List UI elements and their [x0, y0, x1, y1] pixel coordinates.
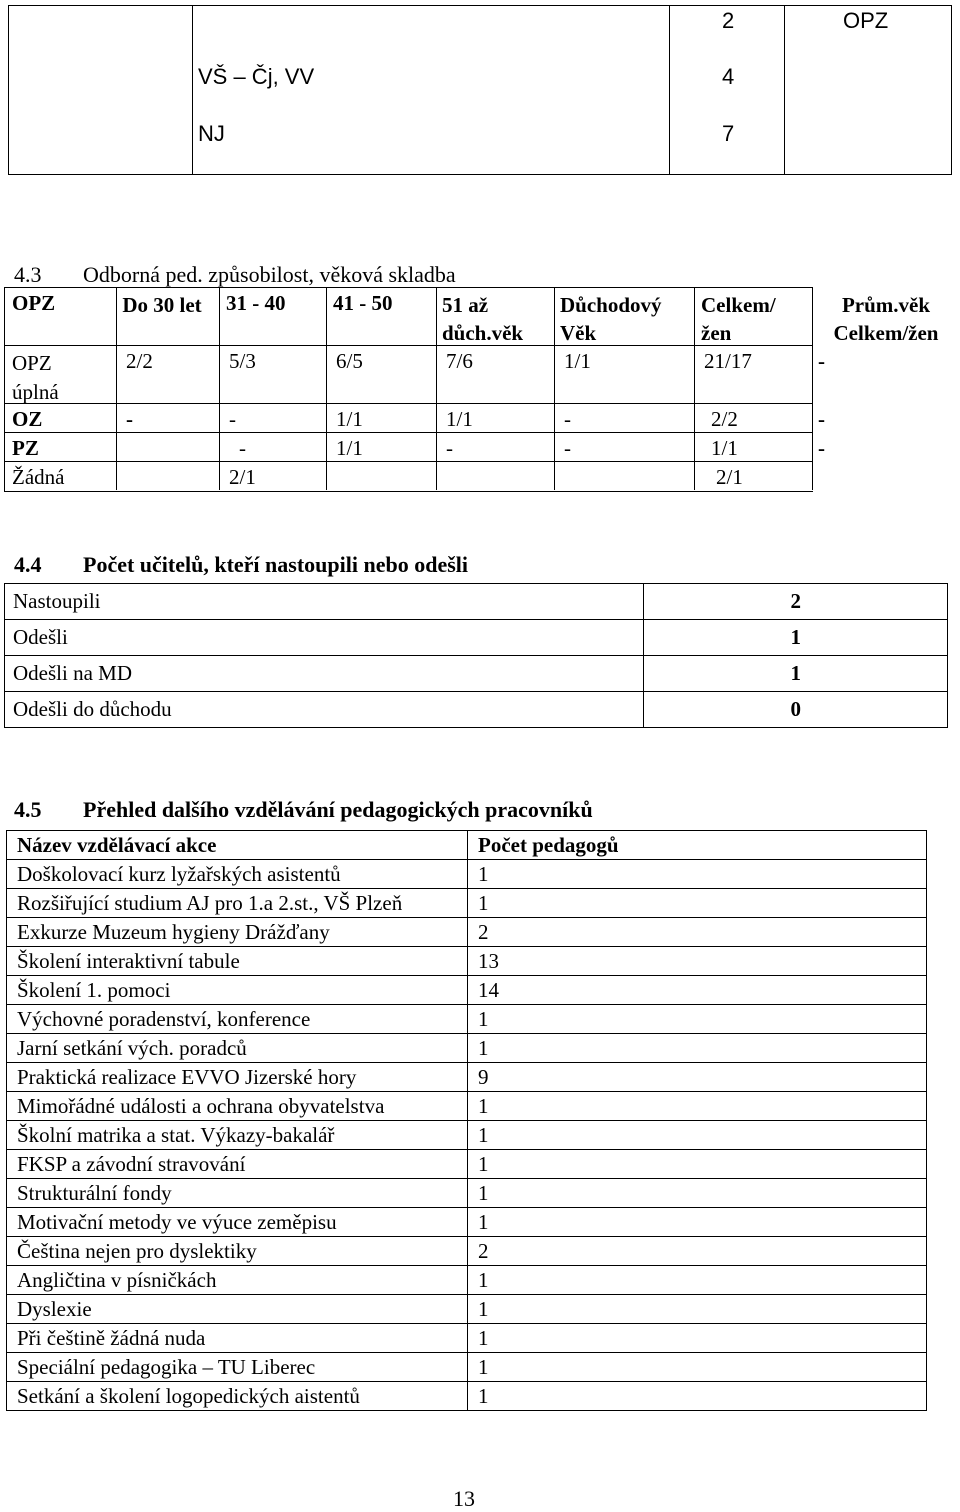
table-row — [5, 620, 948, 656]
section-heading-4-3: 4.3 Odborná ped. způsobilost, věková skladba — [14, 262, 456, 287]
table-row — [7, 889, 927, 918]
qualification-table — [4, 287, 950, 487]
qual-header: Do 30 let — [122, 293, 202, 317]
table-row — [7, 1237, 927, 1266]
teach-label: Odešli na MD — [5, 656, 644, 692]
qual-cell: 5/3 — [229, 349, 256, 373]
qual-cell: - — [126, 407, 133, 431]
teach-value: 1 — [644, 620, 948, 656]
edu-count: 1 — [468, 1208, 927, 1237]
edu-name: Čeština nejen pro dyslektiky — [7, 1237, 468, 1266]
teach-label: Odešli — [5, 620, 644, 656]
edu-count: 1 — [468, 1324, 927, 1353]
qual-cell: 2/1 — [716, 465, 743, 489]
qual-cell: 7/6 — [446, 349, 473, 373]
edu-count: 2 — [468, 918, 927, 947]
qual-header: 51 až důch.věk — [442, 293, 524, 345]
edu-count: 1 — [468, 1266, 927, 1295]
edu-name: Dyslexie — [7, 1295, 468, 1324]
section-heading-4-4: 4.4 Počet učitelů, kteří nastoupili nebo odešli — [14, 552, 468, 577]
edu-name: Výchovné poradenství, konference — [7, 1005, 468, 1034]
section-heading-4-5: 4.5 Přehled dalšího vzdělávání pedagogických pracovníků — [14, 797, 593, 822]
edu-count: 1 — [468, 1179, 927, 1208]
qual-cell: 1/1 — [564, 349, 591, 373]
teach-value: 0 — [644, 692, 948, 728]
table-row — [7, 1208, 927, 1237]
edu-name: Mimořádné události a ochrana obyvatelstva — [7, 1092, 468, 1121]
edu-count: 1 — [468, 1150, 927, 1179]
qual-header: Důchodový Věk — [560, 293, 662, 345]
edu-name: Praktická realizace EVVO Jizerské hory — [7, 1063, 468, 1092]
qual-header: 31 - 40 — [226, 291, 286, 315]
table-header-row — [7, 831, 927, 860]
qual-cell: 21/17 — [704, 349, 752, 373]
table-row — [5, 656, 948, 692]
table-row — [7, 947, 927, 976]
qual-cell: 1/1 — [336, 407, 363, 431]
teach-value: 2 — [644, 584, 948, 620]
edu-count: 2 — [468, 1237, 927, 1266]
table-row — [7, 1092, 927, 1121]
edu-name: Setkání a školení logopedických aistentů — [7, 1382, 468, 1411]
top-table — [8, 5, 952, 175]
col-header-count: Počet pedagogů — [468, 831, 927, 860]
top-qual-line: OPZ — [843, 8, 889, 33]
edu-count: 1 — [468, 1353, 927, 1382]
qual-cell: 1/1 — [336, 436, 363, 460]
qual-header: OPZ — [12, 291, 56, 315]
top-cell-subjects — [193, 6, 670, 175]
edu-count: 1 — [468, 1121, 927, 1150]
edu-count: 9 — [468, 1063, 927, 1092]
edu-count: 1 — [468, 1295, 927, 1324]
teach-label: Odešli do důchodu — [5, 692, 644, 728]
edu-name: Doškolovací kurz lyžařských asistentů — [7, 860, 468, 889]
qual-cell: 1/1 — [446, 407, 473, 431]
edu-count: 1 — [468, 1005, 927, 1034]
edu-name: Při češtině žádná nuda — [7, 1324, 468, 1353]
table-row — [7, 1266, 927, 1295]
table-row — [7, 1034, 927, 1063]
edu-count: 1 — [468, 1034, 927, 1063]
edu-name: Motivační metody ve výuce zeměpisu — [7, 1208, 468, 1237]
table-row — [7, 1005, 927, 1034]
edu-name: Strukturální fondy — [7, 1179, 468, 1208]
qual-header: Celkem/ žen — [701, 293, 776, 345]
qual-row-label: Žádná — [12, 465, 65, 489]
teach-label: Nastoupili — [5, 584, 644, 620]
table-row — [5, 584, 948, 620]
edu-name: Rozšiřující studium AJ pro 1.a 2.st., VŠ Plzeň — [7, 889, 468, 918]
qual-header: 41 - 50 — [333, 291, 393, 315]
edu-name: Speciální pedagogika – TU Liberec — [7, 1353, 468, 1382]
table-row — [7, 1063, 927, 1092]
edu-count: 1 — [468, 860, 927, 889]
qual-cell: 2/1 — [229, 465, 256, 489]
edu-name: FKSP a závodní stravování — [7, 1150, 468, 1179]
edu-count: 13 — [468, 947, 927, 976]
table-row — [7, 1121, 927, 1150]
qual-cell: 6/5 — [336, 349, 363, 373]
top-empty-cell — [9, 6, 193, 175]
table-row — [7, 1324, 927, 1353]
qual-cell: 2/2 — [711, 407, 738, 431]
qual-cell: - — [446, 436, 453, 460]
col-header-name: Název vzdělávací akce — [7, 831, 468, 860]
qual-cell: - — [229, 407, 236, 431]
qual-row-label: OZ — [12, 407, 43, 431]
edu-name: Školení interaktivní tabule — [7, 947, 468, 976]
teach-value: 1 — [644, 656, 948, 692]
top-subject-line: NJ — [198, 121, 225, 146]
table-row — [5, 692, 948, 728]
edu-name: Angličtina v písničkách — [7, 1266, 468, 1295]
table-row — [7, 918, 927, 947]
edu-count: 1 — [468, 1382, 927, 1411]
edu-name: Jarní setkání vých. poradců — [7, 1034, 468, 1063]
edu-count: 1 — [468, 889, 927, 918]
top-count-line: 4 — [722, 64, 735, 89]
table-row — [7, 860, 927, 889]
qual-cell: - — [818, 407, 825, 431]
edu-count: 1 — [468, 1092, 927, 1121]
qual-cell: - — [818, 436, 825, 460]
table-row — [7, 976, 927, 1005]
table-row — [7, 1353, 927, 1382]
top-cell-counts — [670, 6, 785, 175]
qual-cell: - — [564, 436, 571, 460]
qual-row-label: PZ — [12, 436, 39, 460]
table-row — [7, 1179, 927, 1208]
education-table — [6, 830, 927, 1411]
top-count-line: 7 — [722, 121, 735, 146]
qual-cell: - — [818, 349, 825, 373]
teachers-table — [4, 583, 948, 728]
top-subject-line: VŠ – Čj, VV — [198, 64, 315, 89]
table-row — [7, 1382, 927, 1411]
top-cell-qual — [785, 6, 952, 175]
qual-cell: - — [564, 407, 571, 431]
table-row — [7, 1295, 927, 1324]
qual-cell: 1/1 — [711, 436, 738, 460]
qual-header: Prům.věk Celkem/žen — [833, 293, 939, 345]
top-count-line: 2 — [722, 8, 735, 33]
edu-name: Školní matrika a stat. Výkazy-bakalář — [7, 1121, 468, 1150]
edu-name: Exkurze Muzeum hygieny Drážďany — [7, 918, 468, 947]
page-number: 13 — [453, 1486, 475, 1511]
table-row — [7, 1150, 927, 1179]
qual-cell: - — [239, 436, 246, 460]
edu-count: 14 — [468, 976, 927, 1005]
qual-cell: 2/2 — [126, 349, 153, 373]
qual-row-label: OPZ úplná — [12, 351, 59, 404]
edu-name: Školení 1. pomoci — [7, 976, 468, 1005]
